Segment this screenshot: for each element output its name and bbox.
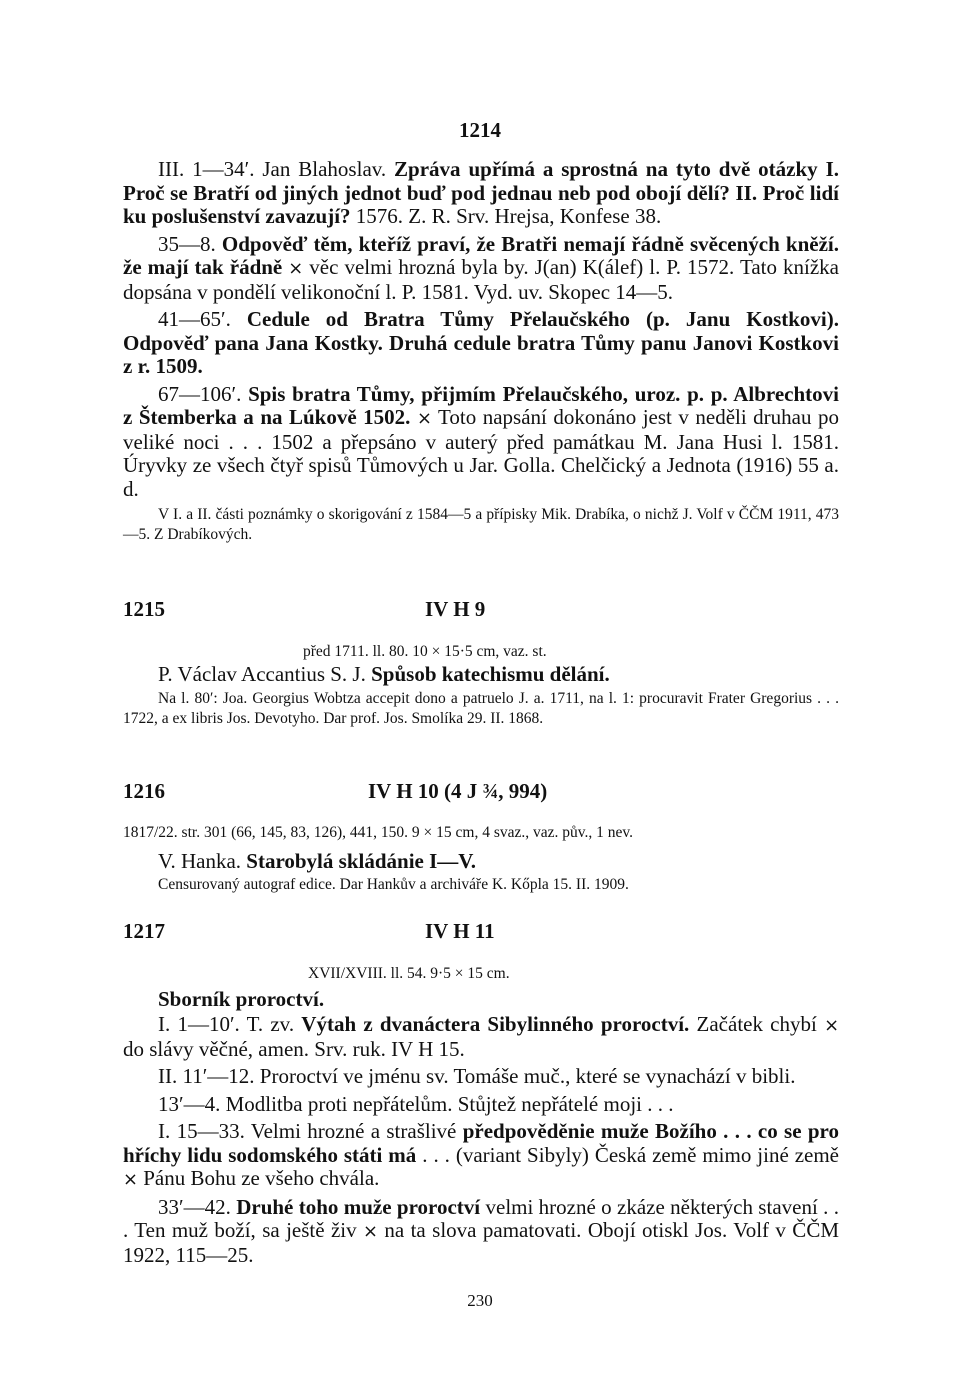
page-footer-number: 230: [467, 1291, 493, 1310]
text-run: 41—65′.: [158, 307, 247, 331]
entry-1217-body: [123, 1013, 839, 1267]
text-run: Toto napsání dokonáno jest v neděli druhau po veliké noci . . . 1502 a přepsáno v auterý před památkau M. Jana Husi l. 1581. Úryvky ze všech čtyř spisů Tůmových u Jar. Golla. Chelčický a Jednota (1916) 55 a. d.: [123, 405, 839, 501]
bold-text-run: Druhé toho muže proroctví: [236, 1194, 481, 1219]
entry-1214-note: V I. a II. části poznámky o skorigování z 1584—5 a přípisky Mik. Drabíka, o nichž J. Volf v ČČM 1911, 473—5. Z Drabíkových.: [123, 506, 839, 543]
text-run: I. 15—33. Velmi hrozné a strašlivé: [158, 1119, 463, 1143]
entry-1216-work-title: Starobylá skládánie I—V.: [246, 849, 476, 873]
entry-1215-work-title: Spůsob katechismu dělání.: [371, 662, 610, 686]
entry-1216-note-block: [123, 875, 839, 895]
entry-number-1217: 1217: [123, 919, 165, 943]
entry-1217-item-1: [123, 1013, 839, 1061]
bold-text-run: Spis bratra Tůmy, přijmím Přelaučského, uroz. p. p. Albrechtovi z Štemberka a na Lúkově 1502.: [123, 381, 839, 429]
entry-1217-item-4: [123, 1120, 839, 1192]
entry-1217-title: [158, 988, 324, 1012]
entry-signature-1217: IV H 11: [425, 919, 495, 943]
entry-1215-note-block: [123, 689, 839, 729]
text-run: na ta slova pamatovati. Obojí otiskl Jos. Volf v ČČM 1922, 115—25.: [123, 1218, 839, 1267]
entry-1216-author: V. Hanka.: [158, 849, 247, 873]
entry-1215-title: [158, 663, 838, 687]
bold-text-run: Výtah z dvanáctera Sibylinného proroctví.: [301, 1012, 690, 1036]
entry-1216-title: [158, 850, 838, 874]
entry-1217-physical: XVII/XVIII. ll. 54. 9·5 × 15 cm.: [308, 965, 510, 982]
text-run: věc velmi hrozná byla by. J(an) K(álef) l. P. 1572.: [303, 255, 735, 279]
text-run: I. 1—10′. T. zv.: [158, 1012, 302, 1036]
entry-1217-item-3: [123, 1093, 839, 1117]
text-run: II. 11′—12. Proroctví ve jménu sv. Tomáše muč., které se vynachází v bibli.: [158, 1064, 796, 1088]
entry-signature-1216: IV H 10 (4 J ¾, 994): [368, 779, 548, 803]
entry-1214-item-1: [123, 158, 839, 229]
text-run: Tato knížka dopsána v pondělí velikonoční l. P. 1581. Vyd. uv. Skopec 14—5.: [123, 255, 839, 304]
entry-1216-note: Censurovaný autograf edice. Dar Hankův a archiváře K. Kőpla 15. II. 1909.: [158, 876, 629, 893]
entry-number-1215: 1215: [123, 597, 165, 621]
entry-1217-item-5: [123, 1196, 839, 1268]
text-run: Pánu Bohu ze všeho chvála.: [137, 1166, 380, 1190]
entry-1216-physical: 1817/22. str. 301 (66, 145, 83, 126), 441, 150. 9 × 15 cm, 4 svaz., vaz. pův., 1 nev.: [123, 824, 633, 841]
entry-1215-note: Na l. 80′: Joa. Georgius Wobtza accepit dono a patruelo J. a. 1711, na l. 1: procuravit Frater Gregorius . . . 1722, a ex libris Jos. Devotyho. Dar prof. Jos. Smolíka 29. II. 1868.: [123, 690, 839, 727]
entry-signature-1215: IV H 9: [425, 597, 486, 621]
text-run: Začátek chybí: [689, 1012, 825, 1036]
entry-1217-work-title: Sborník proroctví.: [158, 987, 325, 1011]
omission-mark: ×: [363, 1221, 378, 1242]
text-run: 13′—4. Modlitba proti nepřátelům. Stůjtež nepřátelé moji . . .: [158, 1091, 674, 1116]
entry-number-1216: 1216: [123, 779, 165, 803]
bold-text-run: Odpověď těm, kteříž praví, že Bratři nemají řádně svěcených kněží. že mají tak řádně: [123, 231, 839, 279]
omission-mark: ×: [416, 408, 432, 429]
omission-mark: ×: [288, 258, 304, 279]
omission-mark: ×: [824, 1015, 840, 1036]
entry-1217-item-2: [123, 1065, 839, 1089]
text-run: III. 1—34′. Jan Blahoslav.: [158, 157, 395, 181]
bold-text-run: předpověděnie muže Božího . . . co se pro hříchy lidu sodomského státi má: [123, 1119, 839, 1167]
omission-mark: ×: [123, 1169, 138, 1190]
entry-1214-item-2: [123, 233, 839, 305]
bold-text-run: Cedule od Bratra Tůmy Přelaučského (p. Janu Kostkovi). Odpověď pana Jana Kostky. Druhá cedule bratra Tůmy panu Janovi Kostkovi z r. 1509.: [123, 307, 839, 378]
page-header-number: 1214: [459, 118, 501, 142]
text-run: 1576. Z. R. Srv. Hrejsa, Konfese 38.: [350, 204, 662, 228]
text-run: 67—106′.: [158, 381, 249, 406]
entry-1215-physical: před 1711. ll. 80. 10 × 15·5 cm, vaz. st.: [303, 643, 547, 660]
text-run: velmi hrozné o zkáze některých stavení . . . Ten muž boží, sa ještě živ: [123, 1194, 839, 1242]
text-run: 35—8.: [158, 231, 222, 256]
entry-1215-author: P. Václav Accantius S. J.: [158, 662, 372, 686]
text-run: do slávy věčné, amen. Srv. ruk. IV H 15.: [123, 1036, 465, 1061]
entry-1214-item-3: [123, 308, 839, 379]
text-run: . . . (variant Sibyly) Česká země mimo jiné země: [416, 1142, 840, 1167]
text-run: 33′—42.: [158, 1194, 237, 1219]
entry-1214-body: [123, 158, 839, 545]
entry-1214-item-4: [123, 383, 839, 502]
bold-text-run: Zpráva upřímá a sprostná na tyto dvě otázky I. Proč se Bratří od jiných jednot buď pod jednau neb pod obojí dělí? II. Proč lidí ku poslušenství zavazují?: [123, 157, 839, 228]
